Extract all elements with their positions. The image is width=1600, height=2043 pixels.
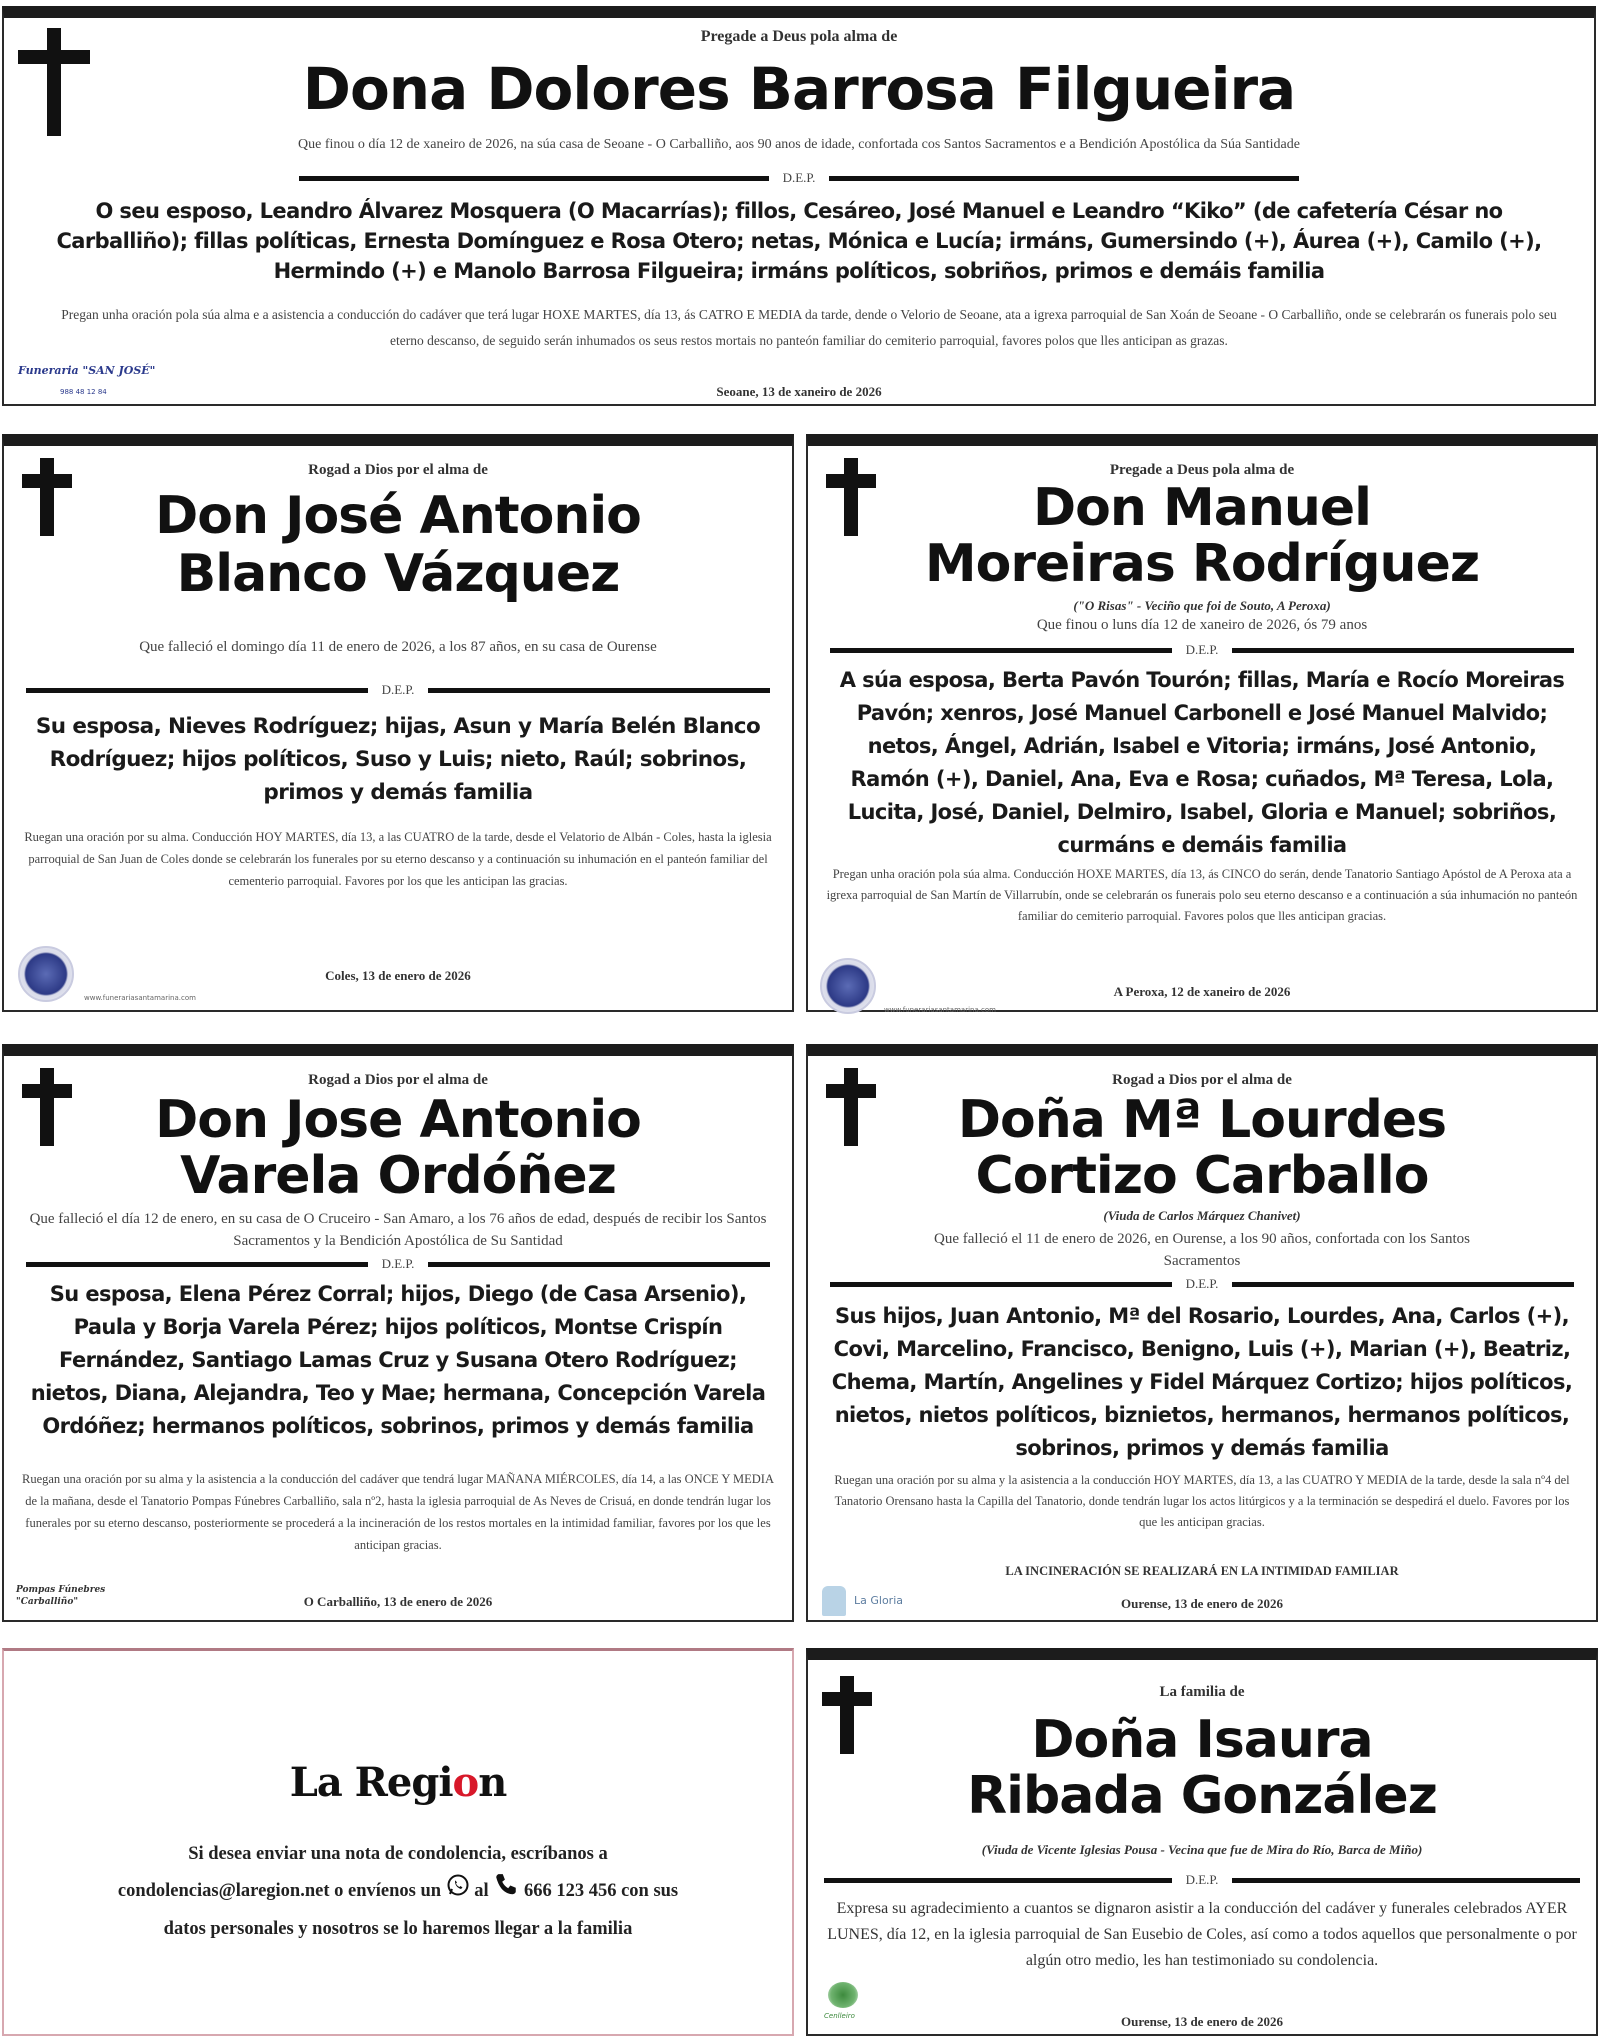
funeral-details: Ruegan una oración por su alma y la asistencia a la conducción HOY MARTES, día 13, a las CUATRO Y MEDIA de la tarde, desde la sala nº4 del Tanatorio Orensano hasta la Capilla del Tanatorio, donde tendrán lugar los actos litúrgicos y a la terminación se despedirá el duelo. Favores por los que les anticipan gracias. [834, 1473, 1570, 1529]
brand-text-end: n [478, 1759, 507, 1806]
notice-intro: Rogad a Dios por el alma de [308, 462, 488, 478]
condolence-line-1: Si desea enviar una nota de condolencia, escríbanos a [188, 1844, 608, 1864]
notice-intro: La familia de [1159, 1684, 1245, 1700]
deceased-name-line-2: Moreiras Rodríguez [924, 534, 1480, 594]
notice-intro: Pregade a Deus pola alma de [1109, 462, 1295, 478]
obituary-notice-cortizo-carballo [806, 1044, 1598, 1622]
funeral-home-name: Cenlleiro [824, 2012, 855, 2020]
funeral-home-url: www.funerariasantamarina.com [84, 994, 196, 1002]
funeral-home-url: www.funerariasantamarina.com [884, 1006, 996, 1014]
notice-date: O Carballiño, 13 de enero de 2026 [303, 1594, 493, 1609]
deceased-name-line-1: Don Manuel [1033, 478, 1371, 538]
condolence-line-2-tail: con sus [621, 1880, 679, 1901]
condolence-line-2 [44, 1872, 752, 1911]
funeral-home-logo: Funeraria "SAN JOSÉ" [18, 364, 156, 377]
divider-rule [26, 688, 368, 693]
divider-rule [1232, 1878, 1580, 1883]
notice-date: Coles, 13 de enero de 2026 [325, 968, 471, 983]
funeral-details: Pregan unha oración pola súa alma e a asistencia a conducción do cadáver que terá lugar HOXE MARTES, día 13, ás CATRO E MEDIA da tarde, dende o Velorio de Seoane, ata a igrexa parroquial de San Xoán de Seoane - O Carballiño, onde se celebrarán os funerais polo seu eterno descanso, de seguido serán inhumados os seus restos mortais no panteón familiar do cemiterio parroquial, favores polos que lles anticipan as grazas. [61, 307, 1557, 348]
brand-accent-o: o [452, 1759, 479, 1806]
deceased-nickname: (Viuda de Carlos Márquez Chanivet) [1103, 1208, 1301, 1223]
funeral-home-phone: 988 48 12 84 [60, 388, 107, 396]
condolence-panel [2, 1648, 794, 2036]
condolence-instructions [44, 1836, 752, 1947]
family-members: Su esposa, Elena Pérez Corral; hijos, Diego (de Casa Arsenio), Paula y Borja Varela Pérez; hijos políticos, Montse Crispín Fernández, Santiago Lamas Cruz y Susana Otero Rodríguez; nietos, Diana, Alejandra, Teo y Mae; hermana, Concepción Varela Ordóñez; hermanos políticos, sobrinos, primos y demás familia [30, 1282, 766, 1438]
death-details: Que finou o luns día 12 de xaneiro de 2026, ós 79 anos [1036, 617, 1368, 633]
dep-label: D.E.P. [381, 1256, 415, 1271]
incineration-notice: LA INCINERACIÓN SE REALIZARÁ EN LA INTIMIDAD FAMILIAR [1005, 1564, 1399, 1578]
deceased-name-line-2: Ribada González [967, 1766, 1437, 1826]
divider-rule [1232, 1282, 1574, 1287]
brand-text: La Regi [289, 1759, 453, 1806]
family-members: Su esposa, Nieves Rodríguez; hijas, Asun y María Belén Blanco Rodríguez; hijos políticos, Suso y Luis; nieto, Raúl; sobrinos, primos y demás familia [35, 714, 761, 805]
dep-divider [830, 642, 1574, 658]
divider-rule [1232, 648, 1574, 653]
funeral-details: Pregan unha oración pola súa alma. Conducción HOXE MARTES, día 13, ás CINCO do serán, dende Tanatorio Santiago Apóstol de A Peroxa ata a igrexa parroquial de San Martín de Villarrubín, onde se celebrarán os funerais polo seu eterno descanso e a continuación a súa inhumación no panteón familiar do cemiterio parroquial. Favores polos que lles anticipan gracias. [826, 867, 1578, 923]
funeral-details: Ruegan una oración por su alma y la asistencia a la conducción del cadáver que tendrá lugar MAÑANA MIÉRCOLES, día 14, a las ONCE Y MEDIA de la mañana, desde el Tanatorio Pompas Fúnebres Carballiño, sala nº2, hasta la iglesia parroquial de As Neves de Crisuá, en donde tendrán lugar los funerales por su eterno descanso, posteriormente se procederá a la incineración de los restos mortales en la intimidad familiar, favores por los que les anticipan gracias. [22, 1472, 774, 1552]
whatsapp-icon [446, 1873, 470, 1910]
dep-label: D.E.P. [1185, 642, 1219, 657]
deceased-name-line-1: Doña Isaura [1031, 1710, 1373, 1770]
funeral-home-name: La Gloria [854, 1594, 903, 1607]
la-region-logo [4, 1759, 792, 1806]
notice-intro: Rogad a Dios por el alma de [308, 1072, 488, 1088]
dep-divider [299, 170, 1299, 186]
condolence-phone-number[interactable]: 666 123 456 [523, 1880, 617, 1901]
dep-label: D.E.P. [1185, 1872, 1219, 1887]
deceased-name-line-1: Doña Mª Lourdes [957, 1090, 1447, 1150]
obituary-notice-barrosa-filgueira [2, 6, 1596, 406]
funeral-home-logo: Pompas Fúnebres "Carballiño" [16, 1585, 106, 1607]
dep-divider [824, 1872, 1580, 1888]
divider-rule [830, 648, 1172, 653]
divider-rule [428, 688, 770, 693]
deceased-name-line-1: Don Jose Antonio [155, 1090, 641, 1150]
family-members: O seu esposo, Leandro Álvarez Mosquera (O Macarrías); fillos, Cesáreo, José Manuel e Leandro “Kiko” (de cafetería César no Carballiño); fillas políticas, Ernesta Domínguez e Rosa Otero; netas, Mónica e Lucía; irmáns, Gumersindo (+), Áurea (+), Camilo (+), Hermindo (+) e Manolo Barrosa Filgueira; irmáns políticos, sobriños, primos e demáis familia [56, 199, 1542, 283]
deceased-name-line-2: Varela Ordóñez [180, 1146, 616, 1206]
deceased-nickname: (Viuda de Vicente Iglesias Pousa - Vecina que fue de Mira do Río, Barca de Miño) [981, 1842, 1423, 1857]
death-details: Que finou o día 12 de xaneiro de 2026, na súa casa de Seoane - O Carballiño, aos 90 anos de idade, confortada cos Santos Sacramentos e a Bendición Apostólica da Súa Santidade [298, 137, 1300, 152]
obituary-notice-moreiras-rodriguez [806, 434, 1598, 1012]
condolence-al: al [474, 1880, 489, 1901]
dep-label: D.E.P. [1185, 1276, 1219, 1291]
notice-date: Seoane, 13 de xaneiro de 2026 [716, 384, 882, 399]
divider-rule [829, 176, 1299, 181]
death-details: Que falleció el domingo día 11 de enero de 2026, a los 87 años, en su casa de Ourense [139, 639, 657, 655]
obituary-notice-blanco-vazquez [2, 434, 794, 1012]
death-details: Que falleció el día 12 de enero, en su casa de O Cruceiro - San Amaro, a los 76 años de edad, después de recibir los Santos Sacramentos y la Bendición Apostólica de Su Santidad [29, 1211, 767, 1249]
condolence-email-link[interactable]: condolencias@laregion.net [117, 1880, 330, 1901]
deceased-name-line-1: Don José Antonio [155, 486, 641, 546]
obituary-notice-ribada-gonzalez [806, 1648, 1598, 2036]
deceased-name: Dona Dolores Barrosa Filgueira [302, 55, 1296, 123]
phone-icon [493, 1872, 519, 1911]
family-members: Sus hijos, Juan Antonio, Mª del Rosario, Lourdes, Ana, Carlos (+), Covi, Marcelino, Francisco, Benigno, Luis (+), Marian (+), Beatriz, Chema, Martín, Angelines y Fidel Márquez Cortizo; hijos políticos, nietos, nietos políticos, biznietos, hermanos, hermanos políticos, sobrinos, primos y demás familia [831, 1304, 1573, 1460]
notice-intro: Pregade a Deus pola alma de [700, 28, 898, 45]
notice-date: Ourense, 13 de enero de 2026 [1120, 1596, 1283, 1611]
death-details: Que falleció el 11 de enero de 2026, en Ourense, a los 90 años, confortada con los Santos Sacramentos [934, 1231, 1470, 1269]
deceased-nickname: ("O Risas" - Veciño que foi de Souto, A Peroxa) [1073, 598, 1331, 613]
notice-intro: Rogad a Dios por el alma de [1112, 1072, 1292, 1088]
dep-label: D.E.P. [782, 170, 816, 185]
divider-rule [824, 1878, 1172, 1883]
dep-divider [26, 1256, 770, 1272]
gratitude-message: Expresa su agradecimiento a cuantos se dignaron asistir a la conducción del cadáver y funerales celebrados AYER LUNES, día 12, en la iglesia parroquial de San Eusebio de Coles, así como a todos aquellos que personalmente o por algún otro medio, les han testimoniado su condolencia. [827, 1900, 1577, 1969]
dep-label: D.E.P. [381, 682, 415, 697]
divider-rule [428, 1262, 770, 1267]
dep-divider [830, 1276, 1574, 1292]
condolence-or-text: o envíenos un [334, 1880, 442, 1901]
divider-rule [830, 1282, 1172, 1287]
divider-rule [26, 1262, 368, 1267]
divider-rule [299, 176, 769, 181]
deceased-name-line-2: Blanco Vázquez [176, 544, 620, 604]
notice-date: Ourense, 13 de enero de 2026 [1120, 2014, 1283, 2029]
condolence-line-3: datos personales y nosotros se lo haremos llegar a la familia [163, 1919, 633, 1939]
family-members: A súa esposa, Berta Pavón Tourón; fillas, María e Rocío Moreiras Pavón; xenros, José Manuel Carbonell e José Manuel Malvido; netos, Ángel, Adrián, Isabel e Vitoria; irmáns, José Antonio, Ramón (+), Daniel, Ana, Eva e Rosa; cuñados, Mª Teresa, Lola, Lucita, José, Daniel, Delmiro, Isabel, Gloria e Manuel; sobriños, curmáns e demáis familia [839, 668, 1565, 857]
funeral-details: Ruegan una oración por su alma. Conducción HOY MARTES, día 13, a las CUATRO de la tarde, desde el Velatorio de Albán - Coles, hasta la iglesia parroquial de San Juan de Coles donde se celebrarán los funerales por su eterno descanso y a continuación su inhumación en el panteón familiar del cementerio parroquial. Favores por los que les anticipan las gracias. [24, 830, 772, 888]
notice-date: A Peroxa, 12 de xaneiro de 2026 [1113, 984, 1291, 999]
dep-divider [26, 682, 770, 698]
obituary-notice-varela-ordonez [2, 1044, 794, 1622]
deceased-name-line-2: Cortizo Carballo [975, 1146, 1429, 1206]
